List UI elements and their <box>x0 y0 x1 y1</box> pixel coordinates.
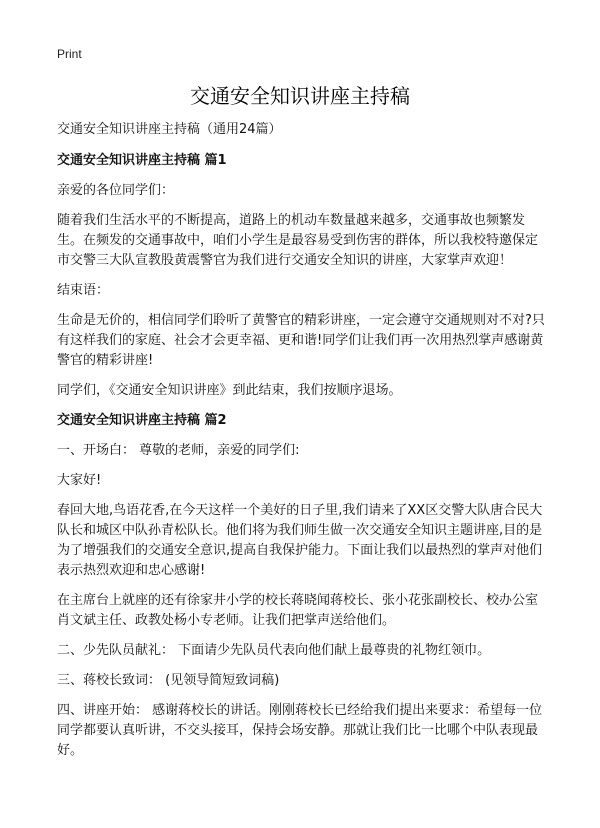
print-label: Print <box>57 47 82 61</box>
section-1-closing-label: 结束语： <box>57 283 110 298</box>
section-2-heading: 交通安全知识讲座主持稿 篇2 <box>57 413 227 428</box>
section-1-paragraph: 同学们，《交通安全知识讲座》到此结束，我们按顺序退场。 <box>57 383 402 398</box>
section-1-paragraph: 随着我们生活水平的不断提高，道路上的机动车数量越来越多，交通事故也频繁发生。在频发的交通事故中，咱们小学生是最容易受到伤害的群体，所以我校特邀保定市交警三大队宣教股黄震警官为我们进行交通安全知识的讲座，大家掌声欢迎！ <box>57 213 539 268</box>
section-2-paragraph: 春回大地,鸟语花香,在今天这样一个美好的日子里,我们请来了XX区交警大队唐合民大队长和城区中队孙青松队长。他们将为我们师生做一次交通安全知识主题讲座,目的是为了增强我们的交通安全意识,提高自我保护能力。下面让我们以最热烈的掌声对他们表示热烈欢迎和忠心感谢! <box>57 503 543 578</box>
section-2-item: 二、少先队员献礼： 下面请少先队员代表向他们献上最尊贵的礼物红领巾。 <box>57 643 491 658</box>
section-1-greeting: 亲爱的各位同学们： <box>57 183 175 198</box>
section-2-item: 四、讲座开始： 感谢蒋校长的讲话。刚刚蒋校长已经给我们提出来要求：希望每一位同学都要认真听讲，不交头接耳，保持会场安静。那就让我们比一比哪个中队表现最好。 <box>57 703 543 758</box>
document-subtitle: 交通安全知识讲座主持稿（通用24篇） <box>57 122 282 137</box>
section-2-opening: 一、开场白： 尊敬的老师，亲爱的同学们: <box>57 443 300 458</box>
section-2-paragraph: 在主席台上就座的还有徐家井小学的校长蒋晓闻蒋校长、张小花张副校长、校办公室肖文斌主任、政教处杨小专老师。让我们把掌声送给他们。 <box>57 593 539 628</box>
section-2-item: 三、蒋校长致词： (见领导简短致词稿) <box>57 673 280 688</box>
section-2-hello: 大家好! <box>57 473 102 488</box>
document-title: 交通安全知识讲座主持稿 <box>190 84 410 108</box>
document-body <box>57 120 545 771</box>
section-1-heading: 交通安全知识讲座主持稿 篇1 <box>57 153 227 168</box>
section-1-paragraph: 生命是无价的，相信同学们聆听了黄警官的精彩讲座，一定会遵守交通规则对不对?只有这样我们的家庭、社会才会更幸福、更和谐!同学们让我们再一次用热烈掌声感谢黄警官的精彩讲座! <box>57 313 545 368</box>
